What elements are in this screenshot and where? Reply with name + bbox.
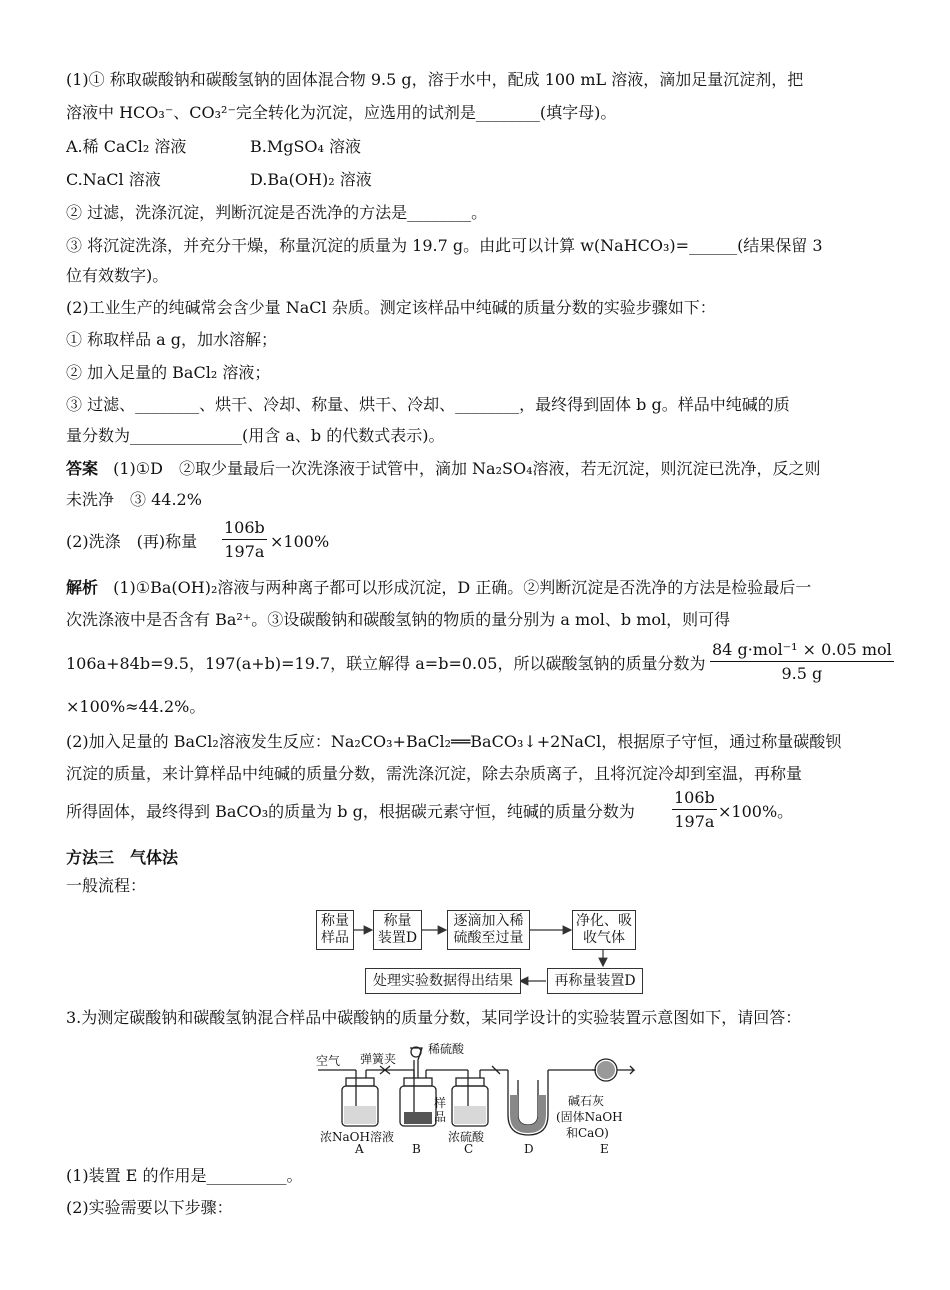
question-2-intro: (2)工业生产的纯碱常会含少量 NaCl 杂质。测定该样品中纯碱的质量分数的实验步骤如下：	[66, 298, 716, 317]
label-conc-sulfuric-acid: 浓硫酸	[448, 1130, 485, 1144]
question-2-step-2: ② 加入足量的 BaCl₂ 溶液；	[66, 363, 271, 382]
analysis-line-5: (2)加入足量的 BaCl₂溶液发生反应：Na₂CO₃+BaCl₂══BaCO₃↓+2NaCl，根据原子守恒，通过称量碳酸钡	[66, 732, 842, 751]
analysis-line-3: 106a+84b=9.5，197(a+b)=19.7，联立解得 a=b=0.05，所以碳酸氢钠的质量分数为	[66, 654, 706, 673]
question-1-line-1: (1)① 称取碳酸钠和碳酸氢钠的固体混合物 9.5 g，溶于水中，配成 100 mL 溶液，滴加足量沉淀剂，把	[66, 70, 804, 89]
answer-label: 答案	[66, 459, 99, 478]
label-dilute-sulfuric-acid: 稀硫酸	[428, 1042, 465, 1056]
answer-fraction-numerator: 106b	[222, 518, 267, 540]
question-3-intro: 3.为测定碳酸钠和碳酸氢钠混合样品中碳酸钠的质量分数，某同学设计的实验装置示意图如下，请回答：	[66, 1008, 802, 1027]
question-2-step-3: ③ 过滤、________、烘干、冷却、称量、烘干、冷却、________，最终得到固体 b g。样品中纯碱的质	[66, 395, 790, 414]
question-3-part-2: (2)实验需要以下步骤：	[66, 1198, 233, 1217]
analysis-label: 解析	[66, 578, 99, 597]
flow-step-3-line-1: 逐滴加入稀	[453, 913, 524, 929]
label-c: C	[464, 1142, 474, 1156]
question-1-line-2: 溶液中 HCO₃⁻、CO₃²⁻完全转化为沉淀，应选用的试剂是________(填字母)。	[66, 103, 617, 122]
label-a: A	[355, 1142, 364, 1156]
question-2-step-3-cont: 量分数为______________(用含 a、b 的代数式表示)。	[66, 426, 445, 445]
flow-step-3-line-2: 硫酸至过量	[453, 930, 524, 946]
method-heading: 方法三 气体法	[66, 848, 179, 867]
analysis-fraction-1-denominator: 9.5 g	[781, 664, 823, 683]
flow-step-4-line-2: 收气体	[583, 930, 625, 946]
question-1-step-3-cont: 位有效数字)。	[66, 266, 169, 285]
analysis-fraction-2-numerator: 106b	[672, 788, 717, 810]
label-sample-1: 样	[434, 1096, 447, 1110]
question-1-step-2: ② 过滤，洗涤沉淀，判断沉淀是否洗净的方法是________。	[66, 203, 488, 222]
analysis-line-2: 次洗涤液中是否含有 Ba²⁺。③设碳酸钠和碳酸氢钠的物质的量分别为 a mol、b mol，则可得	[66, 610, 731, 629]
analysis-fraction-1-numerator: 84 g·mol⁻¹ × 0.05 mol	[710, 640, 894, 662]
analysis-line-7: 所得固体，最终得到 BaCO₃的质量为 b g，根据碳元素守恒，纯碱的质量分数为	[66, 802, 635, 821]
flow-intro: 一般流程：	[66, 876, 147, 895]
label-d: D	[524, 1142, 534, 1156]
question-1-step-3: ③ 将沉淀洗涤，并充分干燥，称量沉淀的质量为 19.7 g。由此可以计算 w(NaHCO₃)=______(结果保留 3	[66, 236, 823, 255]
label-spring-clamp: 弹簧夹	[360, 1052, 397, 1066]
answer-line-2: 未洗净 ③ 44.2%	[66, 490, 202, 509]
flow-step-1-line-1: 称量	[321, 913, 349, 929]
option-c: C.NaCl 溶液	[66, 170, 161, 189]
label-soda-lime-3: 和CaO)	[566, 1126, 609, 1140]
answer-percent: ×100%	[270, 532, 330, 551]
option-d: D.Ba(OH)₂ 溶液	[250, 170, 372, 189]
label-soda-lime-1: 碱石灰	[568, 1094, 605, 1108]
label-soda-lime-2: (固体NaOH	[556, 1110, 623, 1124]
flow-step-2-line-2: 装置D	[377, 930, 418, 946]
flow-step-2-line-1: 称量	[383, 913, 412, 929]
option-b: B.MgSO₄ 溶液	[250, 137, 362, 156]
flow-step-5-label: 再称量装置D	[554, 972, 636, 989]
flow-step-4-line-1: 净化、吸	[576, 913, 632, 929]
label-b: B	[412, 1142, 421, 1156]
answer-line-3a: (2)洗涤 (再)称量	[66, 532, 198, 551]
question-3-part-1: (1)装置 E 的作用是__________。	[66, 1166, 303, 1185]
option-a: A.稀 CaCl₂ 溶液	[66, 137, 187, 156]
label-sample-2: 品	[434, 1110, 447, 1124]
answer-text-1: (1)①D ②取少量最后一次洗涤液于试管中，滴加 Na₂SO₄溶液，若无沉淀，则沉淀已洗净，反之则	[113, 459, 821, 478]
label-naoh-solution: 浓NaOH溶液	[320, 1130, 394, 1144]
answer-fraction-denominator: 197a	[224, 542, 265, 561]
question-2-step-1: ① 称取样品 a g，加水溶解；	[66, 330, 278, 349]
analysis-fraction-2-denominator: 197a	[674, 812, 715, 831]
flow-step-6-label: 处理实验数据得出结果	[373, 972, 513, 989]
analysis-line-6: 沉淀的质量，来计算样品中纯碱的质量分数，需洗涤沉淀，除去杂质离子，且将沉淀冷却到室温，再称量	[66, 764, 803, 783]
flow-step-1-line-2: 样品	[321, 930, 349, 946]
analysis-text-1: (1)①Ba(OH)₂溶液与两种离子都可以形成沉淀，D 正确。②判断沉淀是否洗净的方法是检验最后一	[113, 578, 812, 597]
analysis-line-4: ×100%≈44.2%。	[66, 697, 206, 716]
label-e: E	[600, 1142, 609, 1156]
analysis-percent: ×100%。	[718, 802, 794, 821]
label-air: 空气	[316, 1054, 341, 1068]
